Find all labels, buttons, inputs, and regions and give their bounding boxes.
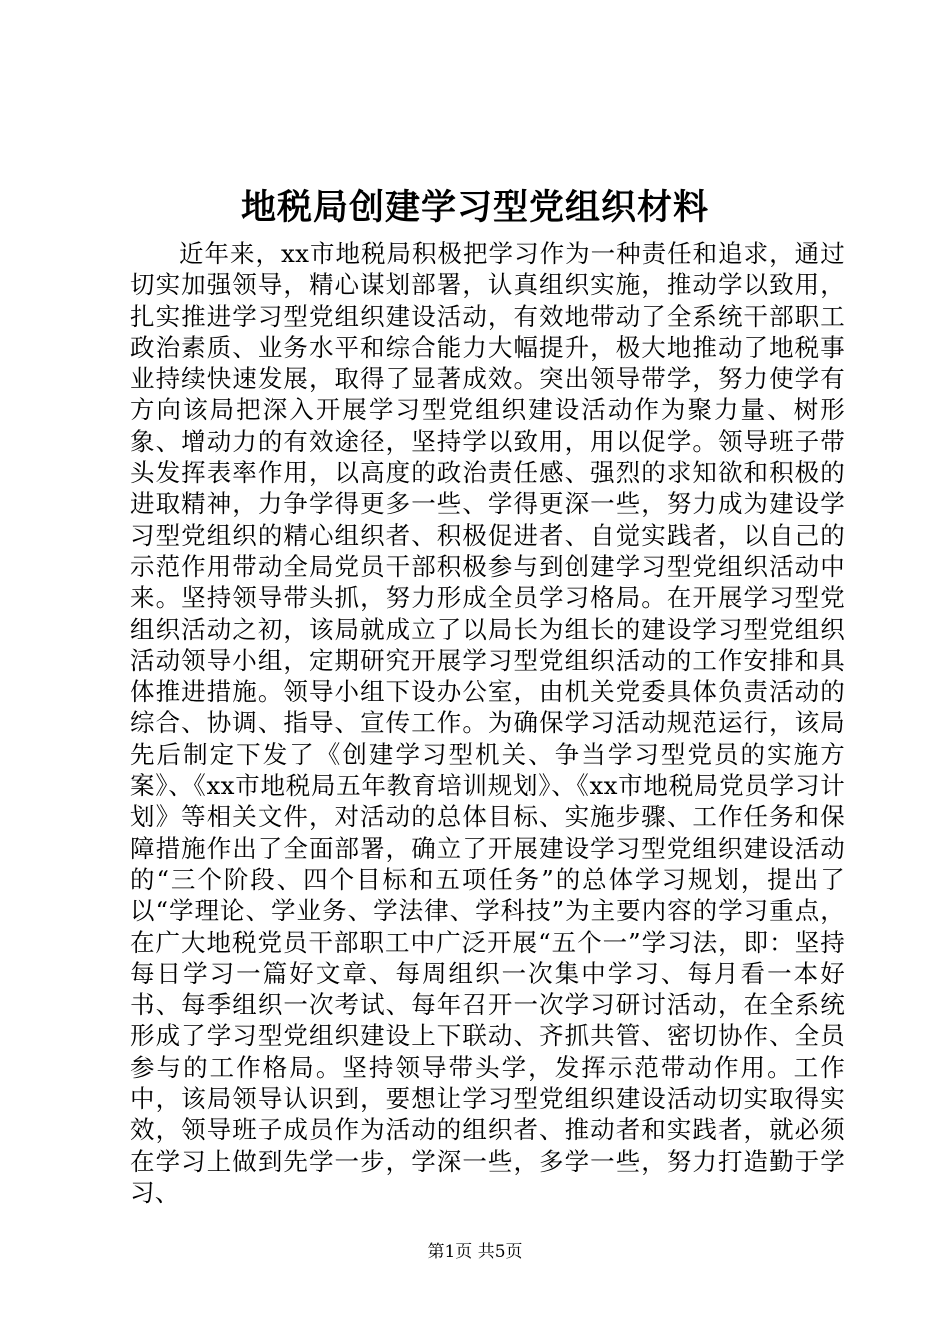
page-number-footer: 第1页 共5页 <box>427 1242 523 1262</box>
document-body-paragraph: 近年来，xx市地税局积极把学习作为一种责任和追求，通过切实加强领导，精心谋划部署，认真组织实施，推动学以致用，扎实推进学习型党组织建设活动，有效地带动了全系统干部职工政治素质、业务水平和综合能力大幅提升，极大地推动了地税事业持续快速发展，取得了显著成效。突出领导带学，努力使学有方向该局把深入开展学习型党组织建设活动作为聚力量、树形象、增动力的有效途径，坚持学以致用，用以促学。领导班子带头发挥表率作用，以高度的政治责任感、强烈的求知欲和积极的进取精神，力争学得更多一些、学得更深一些，努力成为建设学习型党组织的精心组织者、积极促进者、自觉实践者，以自己的示范作用带动全局党员干部积极参与到创建学习型党组织活动中来。坚持领导带头抓，努力形成全员学习格局。在开展学习型党组织活动之初，该局就成立了以局长为组长的建设学习型党组织活动领导小组，定期研究开展学习型党组织活动的工作安排和具体推进措施。领导小组下设办公室，由机关党委具体负责活动的综合、协调、指导、宣传工作。为确保学习活动规范运行，该局先后制定下发了《创建学习型机关、争当学习型党员的实施方案》、《xx市地税局五年教育培训规划》、《xx市地税局党员学习计划》等相关文件，对活动的总体目标、实施步骤、工作任务和保障措施作出了全面部署，确立了开展建设学习型党组织建设活动的“三个阶段、四个目标和五项任务”的总体学习规划，提出了以“学理论、学业务、学法律、学科技”为主要内容的学习重点，在广大地税党员干部职工中广泛开展“五个一”学习法，即：坚持每日学习一篇好文章、每周组织一次集中学习、每月看一本好书、每季组织一次考试、每年召开一次学习研讨活动，在全系统形成了学习型党组织建设上下联动、齐抓共管、密切协作、全员参与的工作格局。坚持领导带头学，发挥示范带动作用。工作中，该局领导认识到，要想让学习型党组织建设活动切实取得实效，领导班子成员作为活动的组织者、推动者和实践者，就必须在学习上做到先学一步，学深一些，多学一些，努力打造勤于学习、 <box>130 239 845 1207</box>
document-title: 地税局创建学习型党组织材料 <box>240 187 709 228</box>
